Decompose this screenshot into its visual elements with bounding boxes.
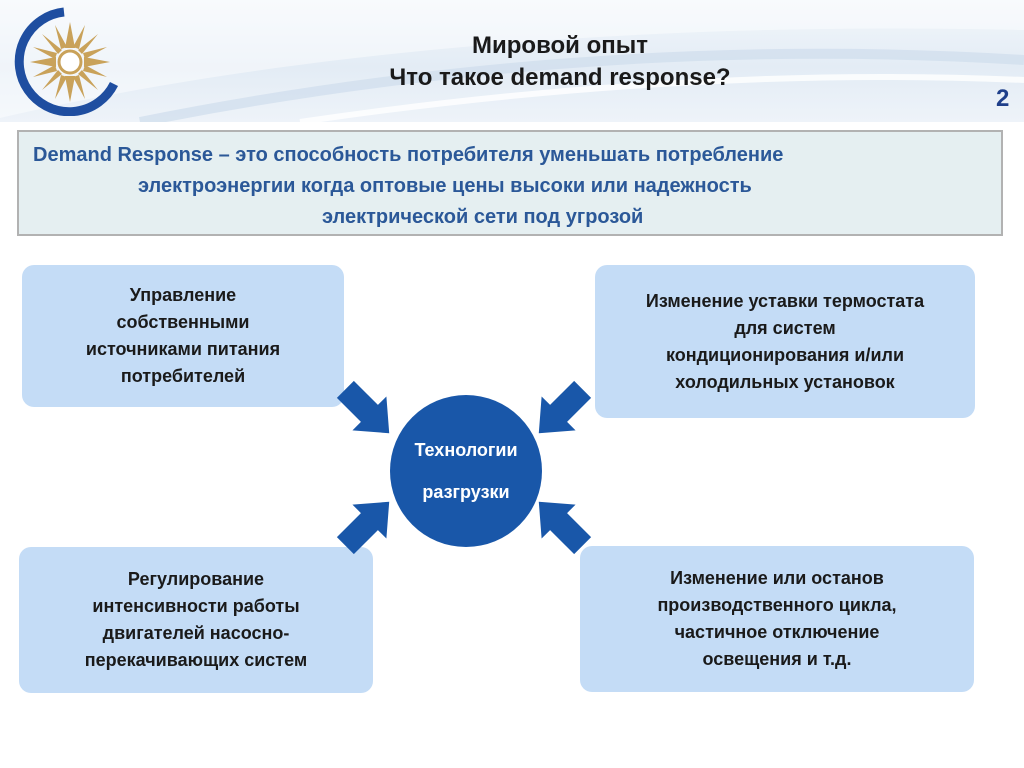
card-thermostat-setpoint: [595, 265, 975, 418]
definition-line3: электрической сети под угрозой: [322, 206, 644, 228]
definition-line1: Demand Response – это способность потребителя уменьшать потребление: [33, 144, 784, 166]
card-own-power-sources: [22, 265, 344, 407]
definition-box: [17, 130, 1003, 236]
page-number: 2: [996, 85, 1010, 112]
hub-text-line1: Технологии: [414, 440, 518, 460]
card-thermostat-setpoint-text: Изменение уставки термостата для систем кондиционирования и/или холодильных установок: [645, 290, 925, 392]
hub-text-line2: разгрузки: [422, 482, 510, 502]
card-own-power-sources-text: Управление собственными источниками питания потребителей: [85, 285, 281, 386]
header-band: [0, 0, 1024, 122]
slide-title-line1: Мировой опыт: [472, 32, 648, 59]
header-swoosh-decoration: [0, 0, 1024, 122]
card-motor-intensity: [19, 547, 373, 693]
hub-circle: [390, 395, 542, 547]
card-production-cycle-text: Изменение или останов производственного цикла, частичное отключение освещения и т.д.: [657, 568, 897, 669]
arrow-top-left-icon: [330, 375, 406, 450]
slide-title-line2: Что такое demand response?: [389, 64, 731, 91]
definition-line2: электроэнергии когда оптовые цены высоки или надежность: [138, 175, 752, 197]
card-production-cycle: [580, 546, 974, 692]
sun-logo-icon: [4, 4, 124, 116]
card-motor-intensity-text: Регулирование интенсивности работы двигателей насосно- перекачивающих систем: [84, 569, 308, 670]
